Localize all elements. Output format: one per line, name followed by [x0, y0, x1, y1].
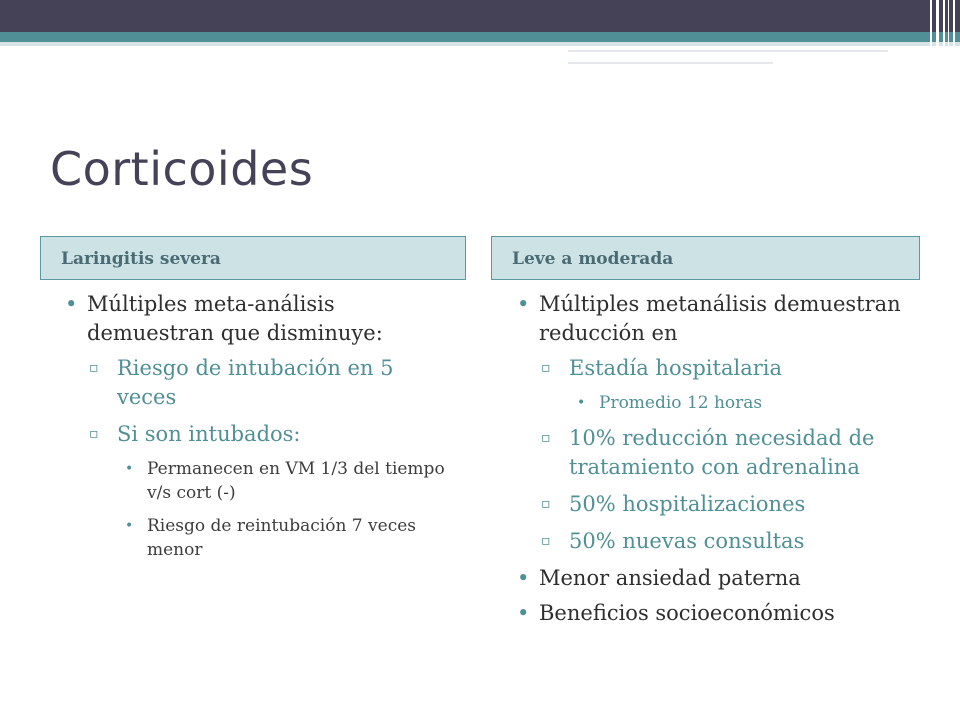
list-item: • Menor ansiedad paterna [514, 564, 914, 593]
list-item: • Múltiples meta-análisis demuestran que disminuye: [62, 290, 452, 348]
list-item: ▫ Estadía hospitalaria [514, 354, 914, 383]
slide-title: Corticoides [50, 142, 314, 196]
left-column-list [62, 290, 452, 571]
list-item: • Promedio 12 horas [514, 391, 914, 415]
decor-line [568, 50, 888, 52]
list-item: • Múltiples metanálisis demuestran reducción en [514, 290, 914, 348]
top-accent-band [0, 32, 960, 42]
decor-line [568, 62, 773, 64]
list-item: ▫ 10% reducción necesidad de tratamiento con adrenalina [514, 424, 914, 482]
list-item: ▫ 50% nuevas consultas [514, 527, 914, 556]
top-light-band [0, 42, 960, 46]
right-column-list [514, 290, 914, 634]
list-item: ▫ Riesgo de intubación en 5 veces [62, 354, 452, 412]
list-item: ▫ 50% hospitalizaciones [514, 490, 914, 519]
list-item: • Beneficios socioeconómicos [514, 599, 914, 628]
list-item: • Riesgo de reintubación 7 veces menor [62, 514, 452, 562]
list-item: • Permanecen en VM 1/3 del tiempo v/s cort (-) [62, 457, 452, 505]
list-item: ▫ Si son intubados: [62, 420, 452, 449]
column-header-left: Laringitis severa [40, 236, 466, 280]
column-header-right: Leve a moderada [491, 236, 920, 280]
corner-stripes [924, 0, 960, 64]
top-band [0, 0, 960, 32]
